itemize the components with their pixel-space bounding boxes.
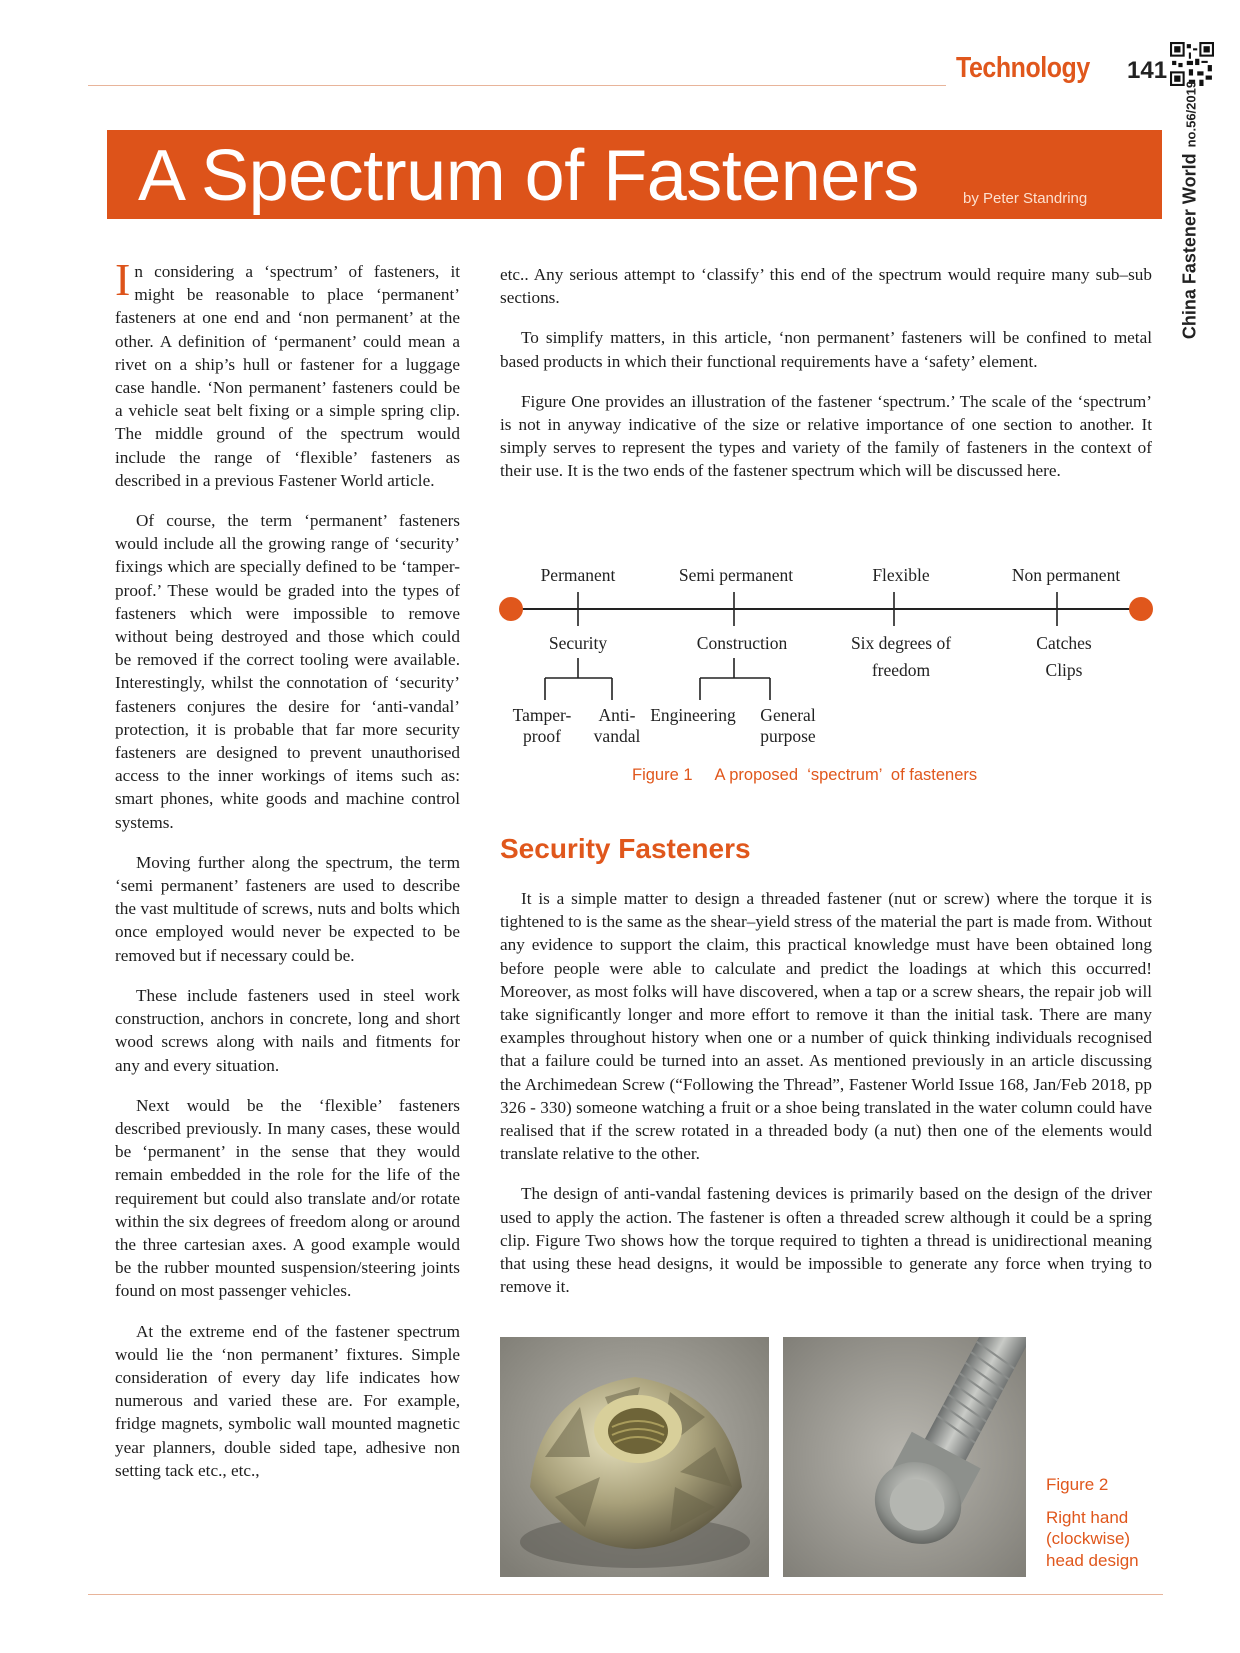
paragraph: Next would be the ‘flexible’ fasteners described previously. In many cases, these would be ‘permanent’ in the sense that they would remain embedded in the role for the life of the requirement but could also translate and/or rotate within the six degrees of freedom along or around the three cartesian axes. A good example would be the rubber mounted suspension/steering joints found on most passenger vehicles. <box>115 1095 460 1301</box>
anti-vandal-screw-photo <box>783 1337 1026 1577</box>
paragraph: At the extreme end of the fastener spectrum would lie the ‘non permanent’ fixtures. Simple consideration of every day life indicates how numerous and varied these are. For example, fridge magnets, symbolic wall mounted magnetic year planners, double sided tape, adhesive non setting tack etc., etc., <box>115 1321 460 1480</box>
drop-cap: I <box>115 254 131 305</box>
leaf-purpose: purpose <box>760 726 816 746</box>
leaf-engineering: Engineering <box>650 705 736 725</box>
page-number: 141 <box>1127 57 1168 84</box>
footer-rule <box>88 1594 1163 1595</box>
leaf-anti: Anti- <box>598 705 636 725</box>
leaf-proof: proof <box>523 726 561 746</box>
sub-category-six-degrees: Six degrees of <box>850 633 952 653</box>
qr-code-icon <box>1170 42 1214 86</box>
magazine-sidebar <box>1180 81 1201 339</box>
paragraph: Moving further along the spectrum, the term ‘semi permanent’ fasteners are used to describe the vast multitude of screws, nuts and bolts which once employed would never be expected to be removed but if necessary could be. <box>115 852 460 965</box>
sub-category-catches: Catches <box>1036 633 1092 653</box>
spectrum-category-flexible: Flexible <box>872 565 930 585</box>
section-heading: Security Fasteners <box>500 833 751 864</box>
right-column-bottom <box>500 887 1152 1315</box>
paragraph: To simplify matters, in this article, ‘non permanent’ fasteners will be confined to metal based products in which their functional requirements have a ‘safety’ element. <box>500 328 1152 371</box>
paragraph: Of course, the term ‘permanent’ fasteners would include all the growing range of ‘security’ fixings which are specially defined to be ‘tamper-proof.’ These would be graded into the types of fasteners which were impossible to remove without being destroyed and those which could be removed if the correct tooling were available. Interestingly, whilst the connotation of ‘security’ fasteners conjures the desire for ‘anti-vandal’ protection, it is probable that far more security fasteners are designed to prevent unauthorised access to the inner workings of items such as: smart phones, white goods and machine control systems. <box>115 511 460 832</box>
figure-2-description: Right hand (clockwise) head design <box>1046 1507 1139 1570</box>
paragraph-text: n considering a ‘spectrum’ of fasteners, it might be reasonable to place ‘permanent’ fasteners at one end and ‘non permanent’ at the other. A definition of ‘permanent’ could mean a rivet on a ship’s hull or fastener for a luggage case handle. ‘Non permanent’ fasteners could be a vehicle seat belt fixing or a simple spring clip. The middle ground of the spectrum would include the range of ‘flexible’ fasteners as described in a previous Fastener World article. <box>115 262 460 490</box>
right-column-top <box>500 263 1152 500</box>
figure-1-diagram <box>486 552 1166 792</box>
sub-category-security: Security <box>548 633 608 653</box>
paragraph: The design of anti-vandal fastening devices is primarily based on the design of the driver used to apply the action. The fastener is often a threaded screw although it could be a spring clip. Figure Two shows how the torque required to tighten a thread is unidirectional meaning that using these head designs, it would be impossible to generate any force when trying to remove it. <box>500 1184 1152 1297</box>
leaf-vandal: vandal <box>593 726 641 746</box>
sub-category-clips: Clips <box>1045 660 1083 680</box>
article-title: A Spectrum of Fasteners <box>138 136 919 216</box>
paragraph: These include fasteners used in steel work construction, anchors in concrete, long and short wood screws along with nails and fitments for any and every situation. <box>115 985 460 1075</box>
sub-category-construction: Construction <box>696 633 788 653</box>
magazine-name: China Fastener World <box>1179 153 1200 340</box>
anti-vandal-nut-photo <box>500 1337 769 1577</box>
figure-2-label: Figure 2 <box>1046 1475 1109 1494</box>
leaf-general: General <box>760 705 816 725</box>
spectrum-category-non-permanent: Non permanent <box>1011 565 1121 585</box>
spectrum-category-permanent: Permanent <box>540 565 616 585</box>
section-label: Technology <box>956 52 1090 84</box>
issue-number: no.56/2019 <box>1183 80 1199 148</box>
byline: by Peter Standring <box>963 190 1088 207</box>
figure-1-caption: Figure 1 A proposed ‘spectrum’ of fasteners <box>632 766 978 784</box>
spectrum-category-semi-permanent: Semi permanent <box>678 565 794 585</box>
paragraph <box>115 254 460 492</box>
left-column <box>115 254 460 1499</box>
figure-2-caption <box>1046 1474 1166 1571</box>
sub-category-freedom: freedom <box>871 660 931 680</box>
paragraph: Figure One provides an illustration of the fastener ‘spectrum.’ The scale of the ‘spectrum’ is not in anyway indicative of the size or relative importance of one section to another. It simply serves to represent the types and variety of the family of fasteners in the context of their use. It is the two ends of the fastener spectrum which will be discussed here. <box>500 391 1152 481</box>
paragraph: It is a simple matter to design a threaded fastener (nut or screw) where the torque it is tightened to is the same as the shear–yield stress of the material the part is made from. Without any evidence to support the claim, this practical knowledge must have been obtained long before people were able to calculate and predict the loadings at which this occurred! Moreover, as most folks will have discovered, when a tap or a screw shears, the repair job will take significantly longer and more effort to remove it than the initial task. There are many examples throughout history when one or a number of quick thinking individuals recognised that a failure could be turned into an asset. As mentioned previously in an article discussing the Archimedean Screw (“Following the Thread”, Fastener World Issue 168, Jan/Feb 2018, pp 326 - 330) someone watching a fruit or a shoe being translated in the water column could have realised that if the screw rotated in a threaded body (a nut) then one of the elements would translate relative to the other. <box>500 889 1152 1164</box>
leaf-tamper: Tamper- <box>512 705 572 725</box>
header-rule <box>88 85 946 86</box>
paragraph: etc.. Any serious attempt to ‘classify’ this end of the spectrum would require many sub–sub sections. <box>500 265 1152 308</box>
